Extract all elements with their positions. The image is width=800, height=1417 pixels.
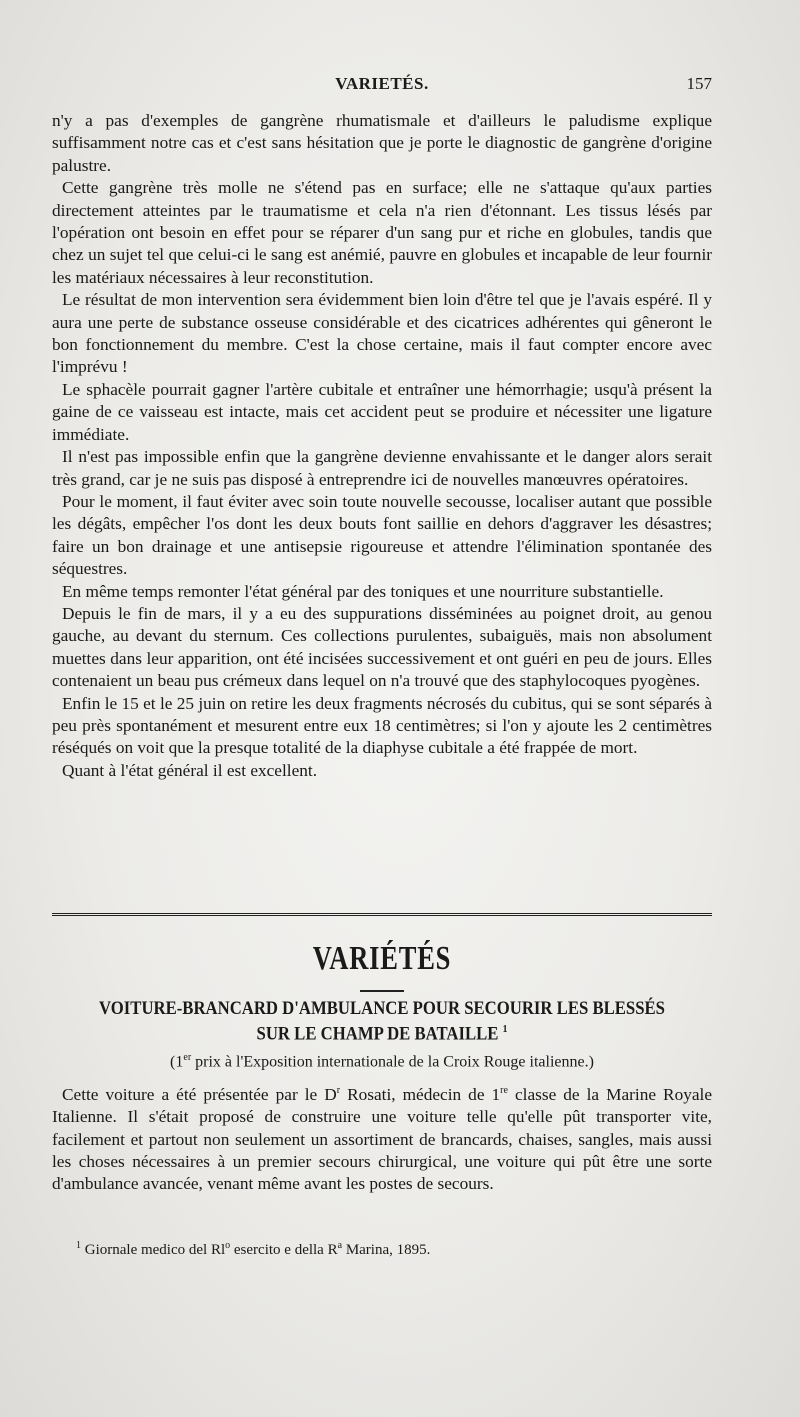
article-title-line: VOITURE-BRANCARD D'AMBULANCE POUR SECOURIR LES BLESSÉS bbox=[99, 998, 665, 1019]
paragraph: Le résultat de mon intervention sera évidemment bien loin d'être tel que je l'avais espéré. Il y aura une perte de substance osseuse considérable et des cicatrices adhérentes qui gêneront le bon fonctionnement du membre. C'est la chose certaine, mais il faut compter encore avec l'imprévu ! bbox=[52, 290, 712, 377]
title-underline bbox=[360, 990, 404, 992]
footnote-marker: 1 bbox=[502, 1023, 508, 1035]
section-divider bbox=[52, 913, 712, 916]
article-title-line-2 bbox=[92, 1019, 673, 1044]
paragraph: Pour le moment, il faut éviter avec soin toute nouvelle secousse, localiser autant que possible les dégâts, empêcher l'os dont les deux bouts font saillie en dehors d'aggraver les désastres; faire un bon drainage et une antisepsie rigoureuse et attendre l'élimination spontanée des séquestres. bbox=[52, 491, 712, 579]
article-paragraph: Cette voiture a été présentée par le $D^r$ Rosati, médecin de 1re classe de la Marine Royale Italienne. Il s'était proposé de construire une voiture telle qu'elle pût transporter vite, facilement et partout non seulement un assortiment de brancards, chaises, sangles, mais aussi les choses nécessaires à un premier secours chirurgical, une voiture qui pût être une sorte d'ambulance avancée, venant même avant les postes de secours. bbox=[52, 1084, 713, 1194]
footnote-number: 1 bbox=[76, 1240, 81, 1251]
paragraph: Enfin le 15 et le 25 juin on retire les deux fragments nécrosés du cubitus, qui se sont séparés à peu près spontanément et mesurent entre eux 18 centimètres; si l'on y ajoute les 2 centimètres réséqués on voit que la presque totalité de la diaphyse cubitale a été frappée de mort. bbox=[52, 693, 712, 758]
running-head: VARIETÉS. bbox=[335, 74, 429, 93]
paragraph: Depuis le fin de mars, il y a eu des suppurations disséminées au poignet droit, au genou gauche, au devant du sternum. Ces collections purulentes, subaiguës, mais non absolument muettes dans leur apparition, ont été incisées successivement et ont guéri en peu de jours. Elles contenaient un beau pus crémeux dans lequel on n'a trouvé que des staphylocoques pyogènes. bbox=[52, 603, 712, 691]
article-title-text: SUR LE CHAMP DE BATAILLE bbox=[256, 1023, 499, 1045]
paragraph: Cette gangrène très molle ne s'étend pas en surface; elle ne s'attaque qu'aux parties directement atteintes par le traumatisme et cela n'a rien d'étonnant. Les tissus lésés par l'opération ont besoin en effet pour se réparer d'un sang pur et riche en globules, tandis que chez un sujet tel que celui-ci le sang est anémié, pauvre en globules et incapable de leur fournir les matériaux nécessaires à leur reconstitution. bbox=[52, 178, 712, 287]
article-title bbox=[92, 998, 673, 1044]
section-title: VARIÉTÉS bbox=[312, 940, 452, 977]
paragraph: En même temps remonter l'état général par des toniques et une nourriture substantielle. bbox=[62, 581, 664, 601]
page-number: 157 bbox=[686, 74, 712, 93]
body-text bbox=[52, 110, 712, 782]
footnote: $^1$ Giornale medico del Rl$^o$ esercito e della $R^a$ Marina, 1895. bbox=[76, 1240, 431, 1258]
page-header bbox=[52, 74, 712, 102]
paragraph: Quant à l'état général il est excellent. bbox=[62, 760, 318, 780]
paragraph: Il n'est pas impossible enfin que la gangrène devienne envahissante et le danger alors serait très grand, car je ne suis pas disposé à entreprendre ici de nouvelles manœuvres opératoires. bbox=[52, 447, 712, 489]
article-body bbox=[52, 1080, 712, 1196]
article-subtitle: (1er prix à l'Exposition internationale de la Croix Rouge italienne.) bbox=[170, 1052, 594, 1071]
paragraph: Le sphacèle pourrait gagner l'artère cubitale et entraîner une hémorrhagie; usqu'à présent la gaine de ce vaisseau est intacte, mais cet accident peut se produire et nécessiter une ligature immédiate. bbox=[52, 379, 712, 444]
paragraph: n'y a pas d'exemples de gangrène rhumatismale et d'ailleurs le paludisme explique suffisamment notre cas et c'est sans hésitation que je porte le diagnostic de gangrène d'origine palustre. bbox=[52, 111, 712, 175]
